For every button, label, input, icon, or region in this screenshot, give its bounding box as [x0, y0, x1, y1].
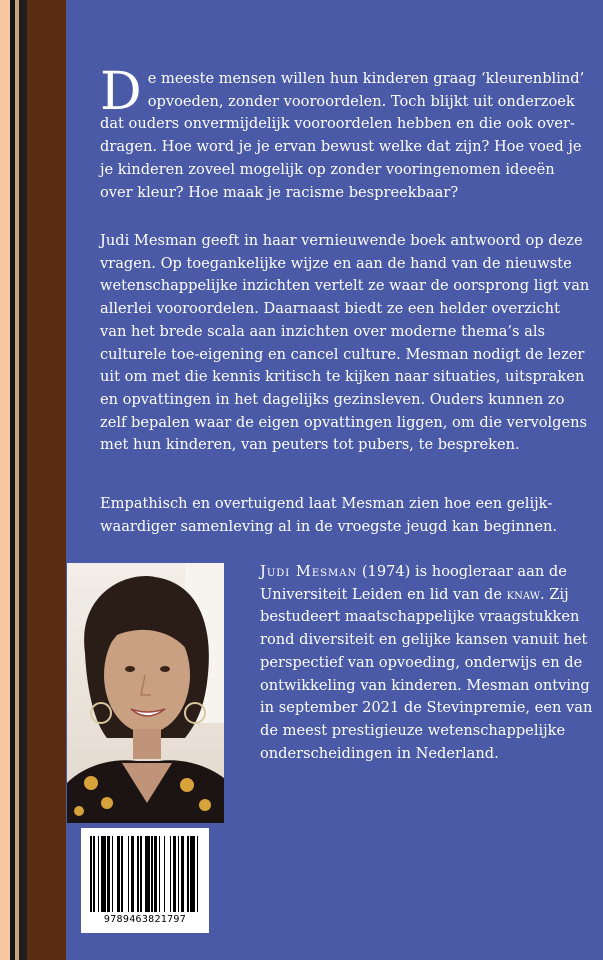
spine-stripe-brown: [27, 0, 66, 960]
isbn-number: 9789463821797: [103, 914, 187, 925]
spine-stripe-dark: [19, 0, 27, 960]
isbn-barcode: [81, 828, 209, 933]
author-bio: [260, 561, 595, 765]
intro-text: e meeste mensen willen hun kinderen graag ‘kleurenblind’ opvoeden, zonder vooroordelen. Toch blijkt uit onderzoek dat ouders onvermijdelijk vooroordelen hebben en die ook overdragen. Hoe word je je ervan bewust welke dat zijn? Hoe voed je je kinderen zoveel mogelijk op zonder vooringenomen ideeën over kleur? Hoe maak je racisme bespreekbaar?: [100, 70, 585, 201]
intro-paragraph: [100, 62, 590, 204]
closing-paragraph: [100, 493, 590, 538]
spine-stripe-peach: [0, 0, 10, 960]
author-photo: [67, 563, 224, 823]
barcode-bar: [198, 836, 200, 912]
closing-text: Empathisch en overtuigend laat Mesman zien hoe een gelijkwaardiger samenleving al in de vroegste jeugd kan beginnen.: [100, 495, 558, 535]
description-text: Judi Mesman geeft in haar vernieuwende boek antwoord op deze vragen. Op toegankelijke wijze en aan de hand van de nieuwste wetenschappelijke inzichten vertelt ze waar de oorsprong ligt van allerlei vooroordelen. Daarnaast biedt ze een helder overzicht van het brede scala aan inzichten over moderne thema’s als culturele toe-eigening en cancel culture. Mesman nodigt de lezer uit om met die kennis kritisch te kijken naar situaties, uitspraken en opvattingen in het dagelijks gezinsleven. Ouders kunnen zo zelf bepalen waar de eigen opvattingen liggen, om die vervolgens met hun kinderen, van peuters tot pubers, te bespreken.: [100, 232, 590, 454]
bio-org: knaw: [506, 585, 540, 603]
author-portrait-illustration: [67, 563, 224, 823]
drop-cap: D: [100, 62, 142, 122]
barcode-bars: [90, 836, 200, 912]
description-paragraph: [100, 230, 590, 457]
bio-text-1: (1974) is hoogleraar aan de Universiteit Leiden en lid van de: [260, 563, 567, 603]
author-name: Judi Mesman: [260, 563, 358, 580]
bio-text-2: . Zij bestudeert maatschappelijke vraagstukken rond diversiteit en gelijke kansen vanuit het perspectief van opvoeding, onderwijs en de ontwikkeling van kinderen. Mesman ontving in september 2021 de Stevinpremie, een van de meest prestigieuze wetenschappelijke onderscheidingen in Nederland.: [260, 585, 593, 762]
